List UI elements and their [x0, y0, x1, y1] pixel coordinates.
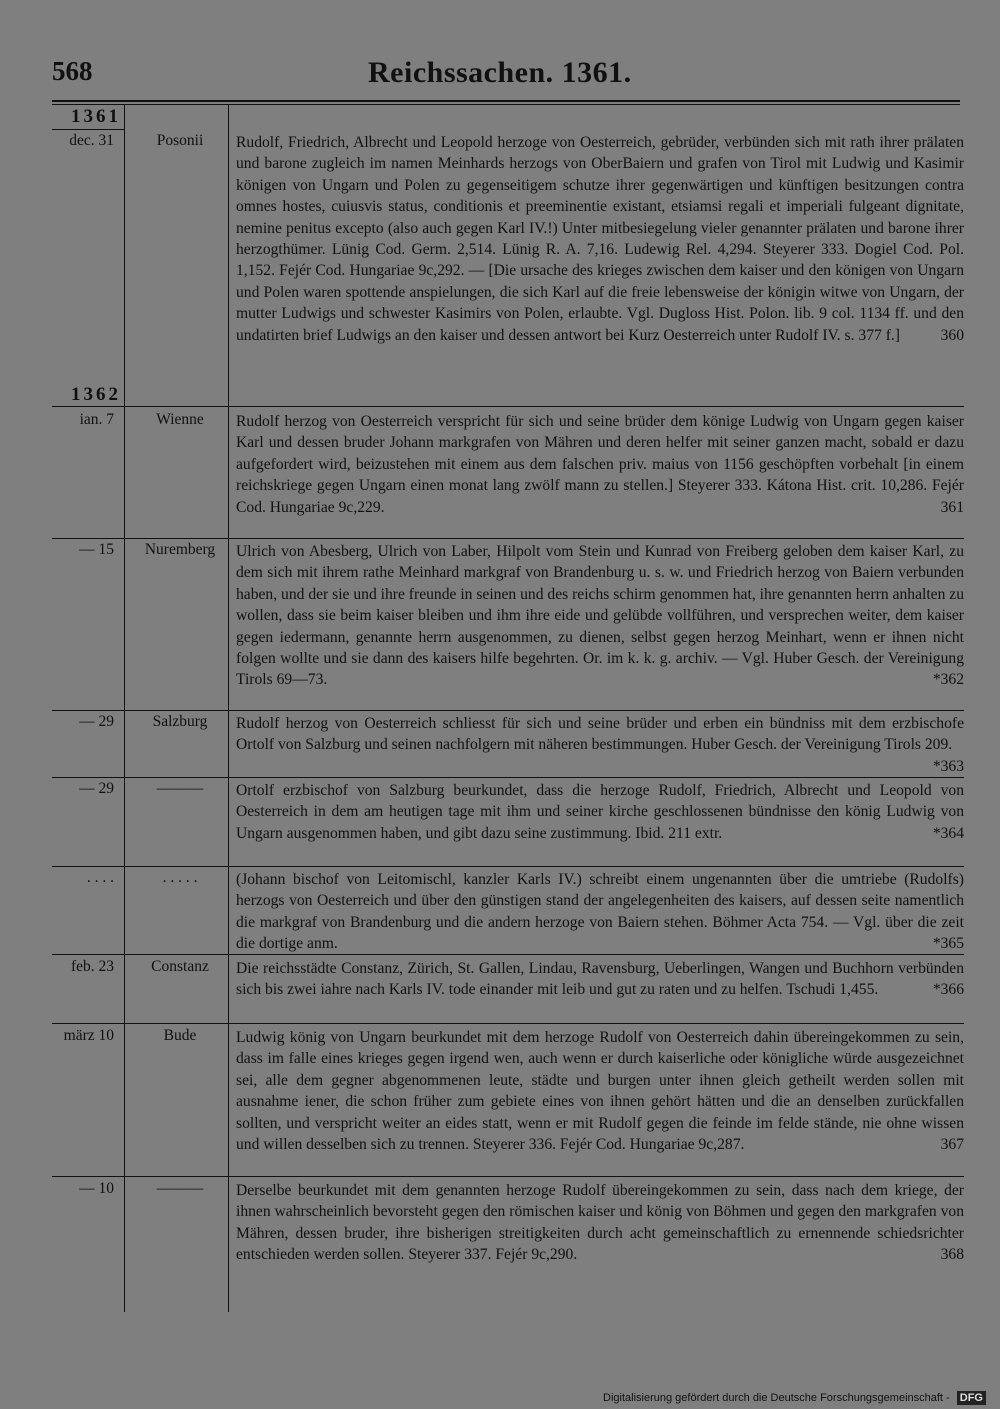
entry-text	[236, 958, 964, 1001]
year-rule	[52, 129, 124, 130]
entry-date: märz 10	[63, 1027, 114, 1044]
entry-date: dec. 31	[69, 132, 114, 149]
entry-place: Salzburg	[152, 713, 208, 730]
column-divider-place	[228, 104, 229, 1312]
entry-place: Wienne	[156, 411, 204, 428]
entry-date: — 15	[79, 541, 114, 558]
entry-separator	[52, 777, 964, 778]
entry-date: feb. 23	[70, 958, 114, 975]
header-rule-thin	[52, 104, 960, 105]
entry-text	[236, 713, 964, 777]
entry-body: Derselbe beurkundet mit dem genannten herzoge Rudolf übereingekommen zu sein, dass nach dem kriege, der ihnen wahrscheinlich bevorsteht gegen den römischen kaiser und könig von Böhmen und gegen den markgrafen von Mähren, dessen bruder, ihre bisherigen streitigkeiten durch acht gemeinschaftlich zu ernennende schiedsrichter entschieden werden sollen. Steyerer 337. Fejér 9c,290.	[236, 1182, 964, 1264]
entry-date: ian. 7	[79, 411, 114, 428]
year-label-1362: 1362	[71, 384, 121, 405]
entry-number: 367	[940, 1136, 964, 1154]
entry-date: — 10	[79, 1180, 114, 1197]
entry-separator	[52, 406, 964, 407]
entry-number: 361	[940, 498, 964, 516]
entry-separator	[52, 954, 964, 955]
entry-text	[236, 132, 964, 346]
entry-place: Nuremberg	[144, 541, 216, 558]
entry-date: — 29	[79, 780, 114, 797]
year-label-1361: 1361	[71, 106, 121, 127]
entry-separator	[52, 538, 964, 539]
entry-separator	[52, 866, 964, 867]
entry-number: *362	[932, 671, 964, 689]
entry-number: *366	[932, 981, 964, 999]
entry-place: . . . . .	[162, 869, 198, 886]
entry-place: Constanz	[151, 958, 209, 975]
entry-date: . . . .	[86, 869, 114, 886]
entry-text	[236, 1027, 964, 1155]
entry-number: *363	[932, 757, 964, 775]
page-number: 568	[52, 56, 93, 86]
footer-credit	[603, 1391, 986, 1405]
entry-text	[236, 1180, 964, 1266]
page-title: Reichssachen. 1361.	[368, 56, 632, 89]
entry-text	[236, 869, 964, 955]
entry-body: Ludwig könig von Ungarn beurkundet mit dem herzoge Rudolf von Oesterreich dahin übereingekommen zu sein, dass im falle eines krieges gegen irgend wen, auch wenn er durch kaiserliche oder königliche würde ausgezeichnet sei, alle dem gegner abgenommenen leute, städte und burgen unter ihnen gleich getheilt werden sollen mit ausnahme iener, die schon früher zum gebiete eines von ihnen gehört hätten und die an denselben zurückfallen sollten, und verspricht weiter an eides statt, wenn er mit Rudolf gegen die feinde im felde stände, nie ohne wissen und willen desselben sich zu trennen. Steyerer 336. Fejér Cod. Hungariae 9c,287.	[236, 1029, 964, 1154]
entry-place: ———	[156, 780, 204, 797]
entry-number: *365	[932, 935, 964, 953]
entry-number: *364	[932, 824, 964, 842]
entry-text	[236, 411, 964, 518]
footer-text: Digitalisierung gefördert durch die Deutsche Forschungsgemeinschaft -	[603, 1392, 950, 1404]
entry-text	[236, 541, 964, 691]
entry-number: 360	[940, 326, 964, 344]
column-divider-date	[124, 104, 125, 1312]
entry-body: Ulrich von Abesberg, Ulrich von Laber, Hilpolt vom Stein und Kunrad von Freiberg geloben dem kaiser Karl, zu dem sich mit ihrem rathe Meinhard markgraf von Brandenburg u. s. w. und Friedrich herzog von Baiern verbunden haben, und der sie und ihre freunde in seinen und des reichs schirm genommen hat, ihre genannten herrn anhalten zu wollen, dass sie beim kaiser bleiben und ihm ihre eide und gelübde vollführen, und versprechen weiter, dem kaiser gegen iedermann, genannte herrn ausgenommen, zu dienen, selbst gegen herzog Meinhart, wenn er ihnen nicht folgen wollte und sie dann des kaisers hilfe begehrten. Or. im k. k. g. archiv. — Vgl. Huber Gesch. der Vereinigung Tirols 69—73.	[236, 543, 964, 689]
entry-separator	[52, 710, 964, 711]
entry-place: ———	[156, 1180, 204, 1197]
entry-body: (Johann bischof von Leitomischl, kanzler Karls IV.) schreibt einem ungenannten über die umtriebe (Rudolfs) herzogs von Oesterreich und über den günstigen stand der angelegenheiten des kaisers, auf dessen seite namentlich die markgraf von Brandenburg und die andern herzoge von Baiern stehen. Böhmer Acta 754. — Vgl. über die zeit die dortige anm.	[236, 871, 964, 953]
header-rule	[52, 100, 960, 102]
entry-body: Rudolf herzog von Oesterreich verspricht für sich und seine brüder dem könige Ludwig von Ungarn gegen kaiser Karl und dessen bruder Johann markgrafen von Mähren und deren helfer mit seiner ganzen macht, sobald er dazu aufgefordert wird, beizustehen mit einem aus dem falschen priv. maius von 1156 geschöpften vorbehalt [in einem reichskriege gegen Ungarn einen monat lang zwölf mann zu stellen.] Steyerer 333. Kátona Hist. crit. 10,286. Fejér Cod. Hungariae 9c,229.	[236, 413, 964, 516]
entry-separator	[52, 1023, 964, 1024]
entry-number: 368	[940, 1246, 964, 1264]
entry-place: Bude	[163, 1027, 197, 1044]
entry-date: — 29	[79, 713, 114, 730]
entry-body: Rudolf, Friedrich, Albrecht und Leopold herzoge von Oesterreich, gebrüder, verbünden sich mit rath ihrer prälaten und barone zugleich im namen Meinhards herzogs von OberBaiern und grafen von Tirol mit Ludwig und Kasimir königen von Ungarn und Polen zu gegenseitigem schutze ihrer gegenwärtigen und künftigen besitzungen contra omnes hostes, cuiusvis status, conditionis et preeminentie existant, etsiamsi regali et imperiali fulgeant dignitate, nemine penitus excepto (also auch gegen Karl IV.!) Unter mitbesiegelung vieler genannter prälaten und barone ihrer herzogthümer. Lünig Cod. Germ. 2,514. Lünig R. A. 7,16. Ludewig Rel. 4,294. Steyerer 333. Dogiel Cod. Pol. 1,152. Fejér Cod. Hungariae 9c,292. — [Die ursache des krieges zwischen dem kaiser und den königen von Ungarn und Polen waren spottende anspielungen, die sich Karl auf die freie lebensweise der königin witwe von Ungarn, der mutter Ludwigs und schwester Kasimirs von Polen, erlaubte. Vgl. Dugloss Hist. Polon. lib. 9 col. 1134 ff. und den undatirten brief Ludwigs an den kaiser und dessen antwort bei Kurz Oesterreich unter Rudolf IV. s. 377 f.]	[236, 134, 964, 344]
entry-body: Rudolf herzog von Oesterreich schliesst für sich und seine brüder und erben ein bündniss mit dem erzbischofe Ortolf von Salzburg und seinen nachfolgern mit näheren bestimmungen. Huber Gesch. der Vereinigung Tirols 209.	[236, 715, 964, 754]
entry-place: Posonii	[156, 132, 204, 149]
entry-body: Ortolf erzbischof von Salzburg beurkundet, dass die herzoge Rudolf, Friedrich, Albrecht und Leopold von Oesterreich in dem am heutigen tage mit ihm und seiner kirche geschlossenen bündnisse den könig Ludwig von Ungarn ausgenommen haben, und gibt dazu seine zustimmung. Ibid. 211 extr.	[236, 782, 964, 842]
entry-text	[236, 780, 964, 844]
entry-body: Die reichsstädte Constanz, Zürich, St. Gallen, Lindau, Ravensburg, Ueberlingen, Wangen und Buchhorn verbünden sich bis zwei iahre nach Karls IV. tode einander mit leib und gut zu raten und zu helfen. Tschudi 1,455.	[236, 960, 964, 999]
dfg-logo: DFG	[957, 1391, 986, 1405]
entry-separator	[52, 1176, 964, 1177]
